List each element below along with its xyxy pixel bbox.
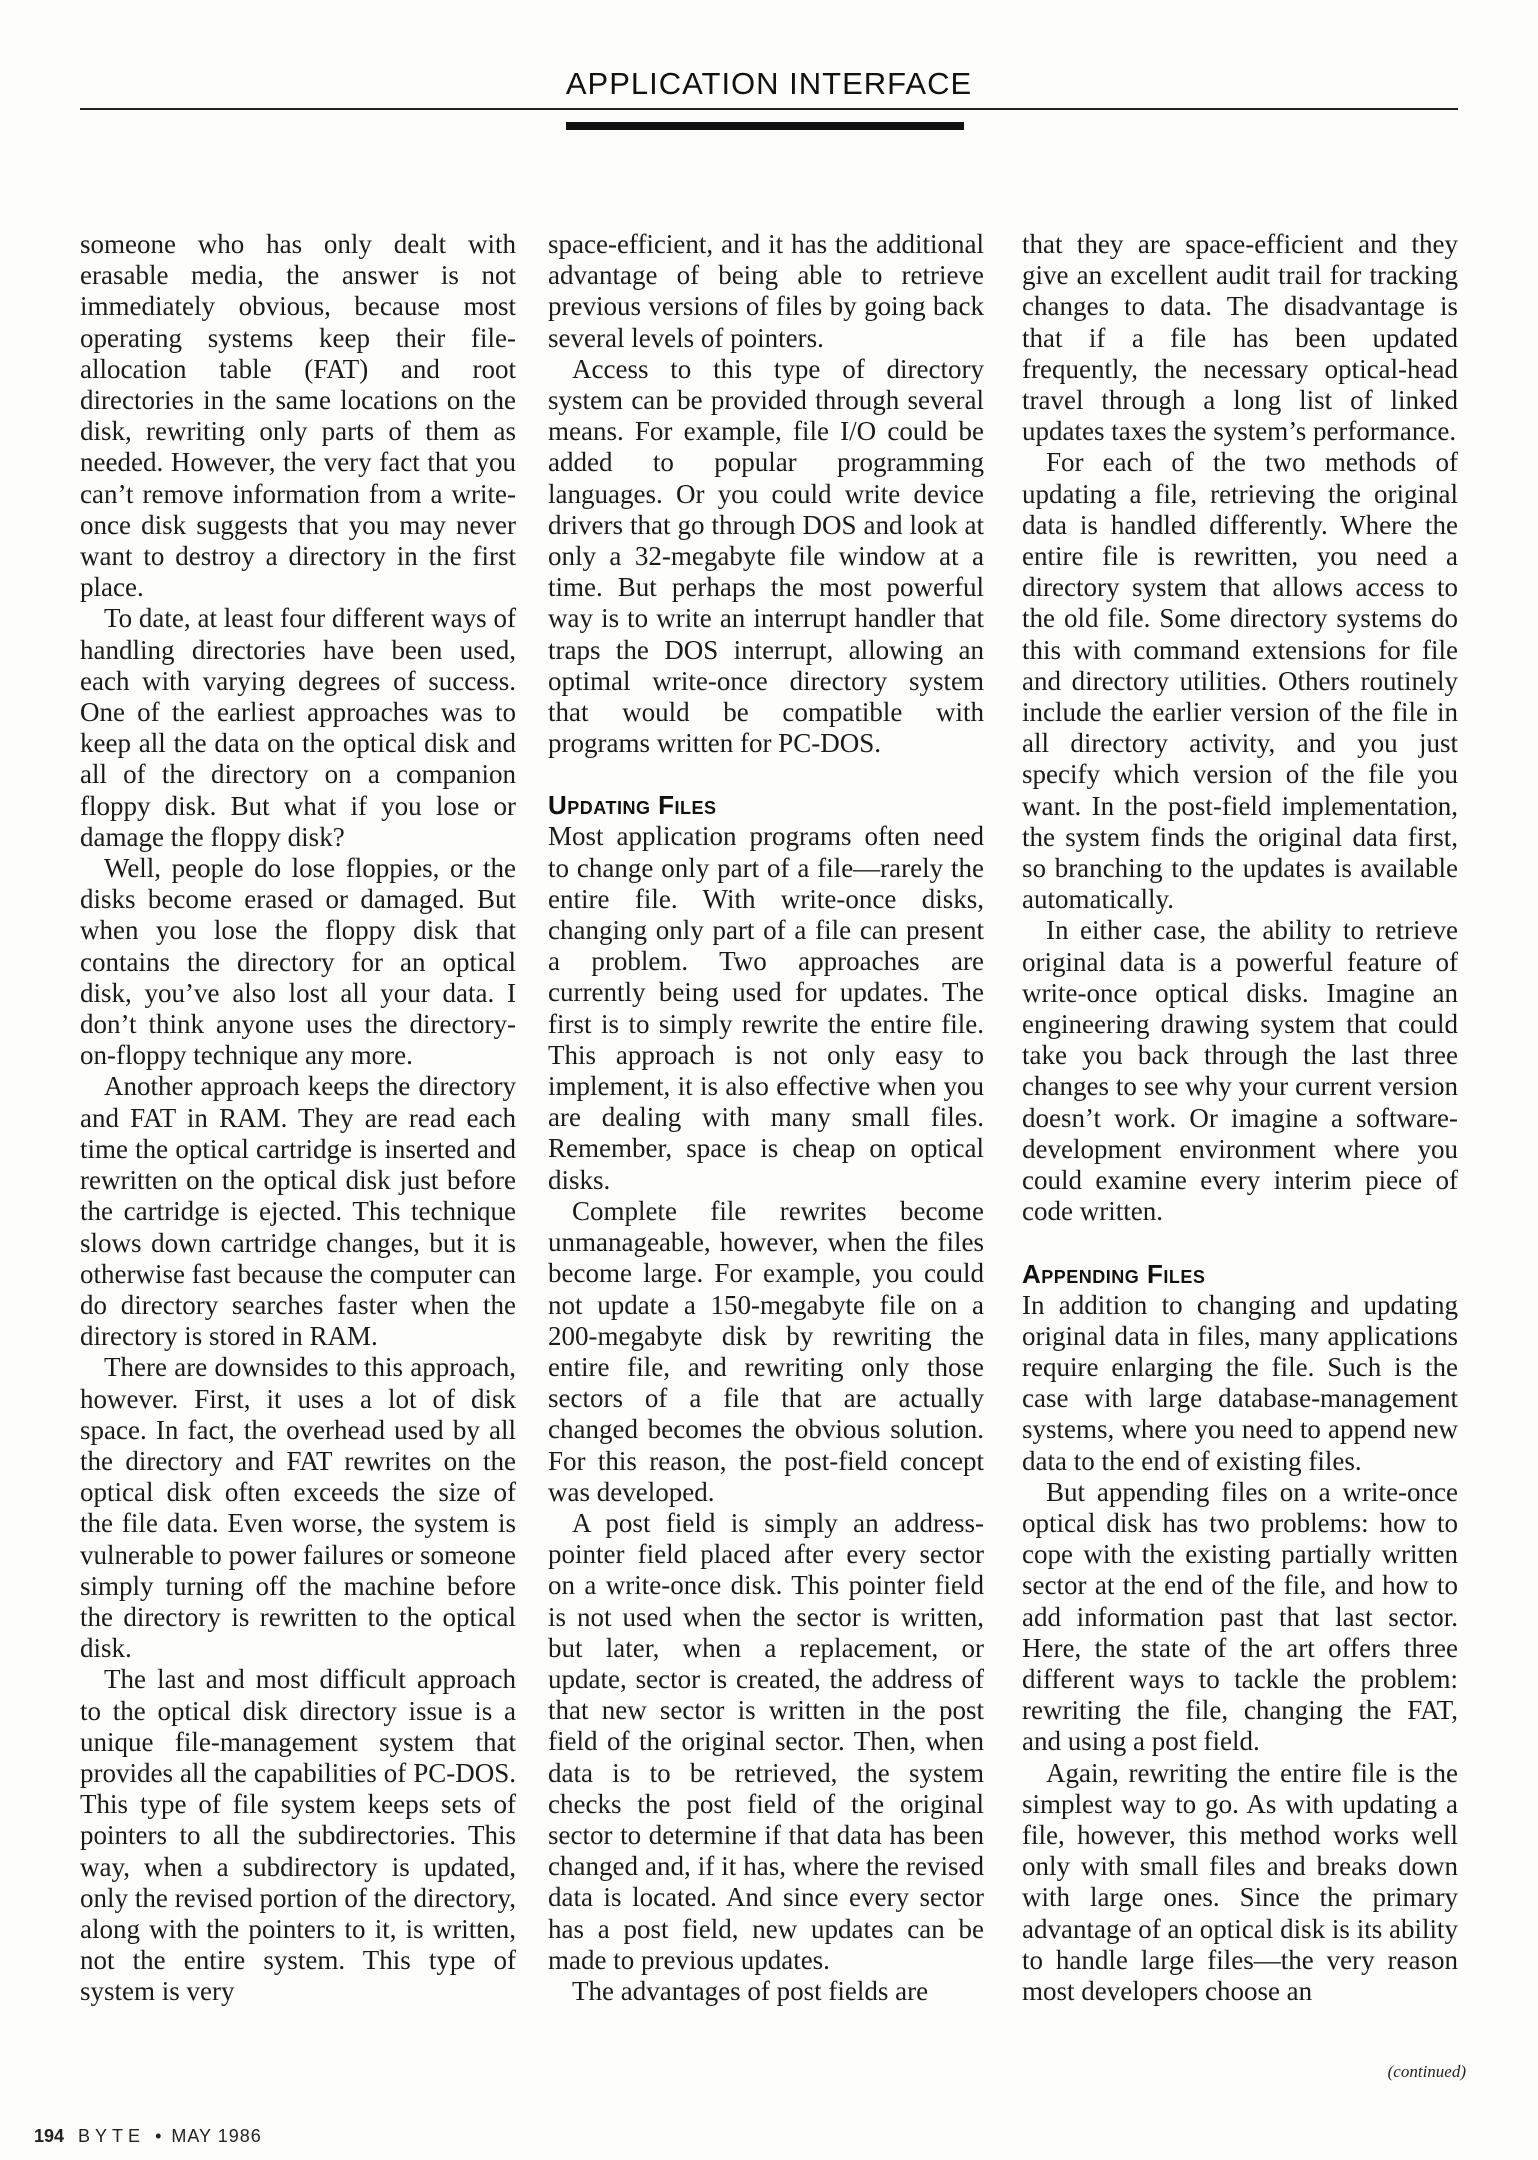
paragraph: The last and most difficult approach to the optical disk directory issue is a unique file-management system that provides all the capabilities of PC-DOS. This type of file system keeps sets of pointers to all the subdirectories. This way, when a subdirectory is updated, only the revised portion of the directory, along with the pointers to it, is written, not the entire system. This type of system is very <box>80 1664 516 2007</box>
paragraph: Access to this type of directory system can be provided through several means. For example, file I/O could be added to popular programming languages. Or you could write device drivers that go through DOS and look at only a 32-megabyte file window at a time. But perhaps the most powerful way is to write an interrupt handler that traps the DOS interrupt, allowing an optimal write-once directory system that would be compatible with programs written for PC-DOS. <box>548 353 984 759</box>
paragraph: someone who has only dealt with erasable media, the answer is not immediately obvious, because most operating systems keep their file-allocation table (FAT) and root directories in the same locations on the disk, rewriting only parts of them as needed. However, the very fact that you can’t remove information from a write-once disk suggests that you may never want to destroy a directory in the first place. <box>80 229 516 603</box>
section-heading: Updating Files <box>548 790 717 821</box>
paragraph: Well, people do lose floppies, or the disks become erased or damaged. But when you lose the floppy disk that contains the directory for an optical disk, you’ve also lost all your data. I don’t think anyone uses the directory-on-floppy technique any more. <box>80 853 516 1071</box>
paragraph: To date, at least four different ways of handling directories have been used, each with varying degrees of success. One of the earliest approaches was to keep all the data on the optical disk and all of the directory on a companion floppy disk. But what if you lose or damage the floppy disk? <box>80 603 516 852</box>
paragraph: Complete file rewrites become unmanageable, however, when the files become large. For example, you could not update a 150-megabyte file on a 200-megabyte disk by rewriting the entire file, and rewriting only those sectors of a file that are actually changed becomes the obvious solution. For this reason, the post-field concept was developed. <box>548 1195 984 1507</box>
header-rule <box>80 108 1458 110</box>
text-column-3 <box>1022 229 1458 2059</box>
section-title: APPLICATION INTERFACE <box>565 66 973 101</box>
header-accent-bar <box>566 122 964 130</box>
paragraph: For each of the two methods of updating a file, retrieving the original data is handled differently. Where the entire file is rewritten, you need a directory system that allows access to the old file. Some directory systems do this with command extensions for file and directory utilities. Others routinely include the earlier version of the file in all directory activity, and you just specify which version of the file you want. In the post-field implementation, the system finds the original data first, so branching to the updates is available automatically. <box>1022 447 1458 915</box>
paragraph: In addition to changing and updating original data in files, many applications require enlarging the file. Such is the case with large database-management systems, where you need to append new data to the end of existing files. <box>1022 1289 1458 1476</box>
paragraph: In either case, the ability to retrieve original data is a powerful feature of write-once optical disks. Imagine an engineering drawing system that could take you back through the last three changes to see why your current version doesn’t work. Or imagine a software-development environment where you could examine every interim piece of code written. <box>1022 915 1458 1227</box>
continued-marker: (continued) <box>1387 2062 1466 2081</box>
paragraph: A post field is simply an address-pointer field placed after every sector on a write-once disk. This pointer field is not used when the sector is written, but later, when a replacement, or update, sector is created, the address of that new sector is written in the post field of the original sector. Then, when data is to be retrieved, the system checks the post field of the original sector to determine if that data has been changed and, if it has, where the revised data is located. And since every sector has a post field, new updates can be made to previous updates. <box>548 1507 984 1975</box>
paragraph: space-efficient, and it has the additional advantage of being able to retrieve previous versions of files by going back several levels of pointers. <box>548 229 984 353</box>
paragraph: There are downsides to this approach, however. First, it uses a lot of disk space. In fact, the overhead used by all the directory and FAT rewrites on the optical disk often exceeds the size of the file data. Even worse, the system is vulnerable to power failures or someone simply turning off the machine before the directory is rewritten to the optical disk. <box>80 1352 516 1664</box>
page-footer <box>34 2126 262 2147</box>
page-number: 194 <box>34 2126 65 2146</box>
text-column-2 <box>548 229 984 2059</box>
paragraph: The advantages of post fields are <box>572 1975 929 2006</box>
paragraph: Another approach keeps the directory and FAT in RAM. They are read each time the optical cartridge is inserted and rewritten on the optical disk just before the cartridge is ejected. This technique slows down cartridge changes, but it is otherwise fast because the computer can do directory searches faster when the directory is stored in RAM. <box>80 1071 516 1352</box>
section-heading: Appending Files <box>1022 1258 1206 1289</box>
magazine-name: BYTE <box>78 2126 146 2146</box>
issue-date: MAY 1986 <box>171 2126 262 2146</box>
paragraph: that they are space-efficient and they give an excellent audit trail for tracking changes to data. The disadvantage is that if a file has been updated frequently, the necessary optical-head travel through a long list of linked updates taxes the system’s performance. <box>1022 229 1458 447</box>
text-column-1 <box>80 229 516 2059</box>
paragraph: But appending files on a write-once optical disk has two problems: how to cope with the existing partially written sector at the end of the file, and how to add information past that last sector. Here, the state of the art offers three different ways to tackle the problem: rewriting the file, changing the FAT, and using a post field. <box>1022 1476 1458 1757</box>
paragraph: Again, rewriting the entire file is the simplest way to go. As with updating a file, however, this method works well only with small files and breaks down with large ones. Since the primary advantage of an optical disk is its ability to handle large files—the very reason most developers choose an <box>1022 1757 1458 2006</box>
footer-separator: • <box>155 2126 162 2146</box>
paragraph: Most application programs often need to change only part of a file—rarely the entire file. With write-once disks, changing only part of a file can present a problem. Two approaches are currently being used for updates. The first is to simply rewrite the entire file. This approach is not only easy to implement, it is also effective when you are dealing with many small files. Remember, space is cheap on optical disks. <box>548 821 984 1195</box>
